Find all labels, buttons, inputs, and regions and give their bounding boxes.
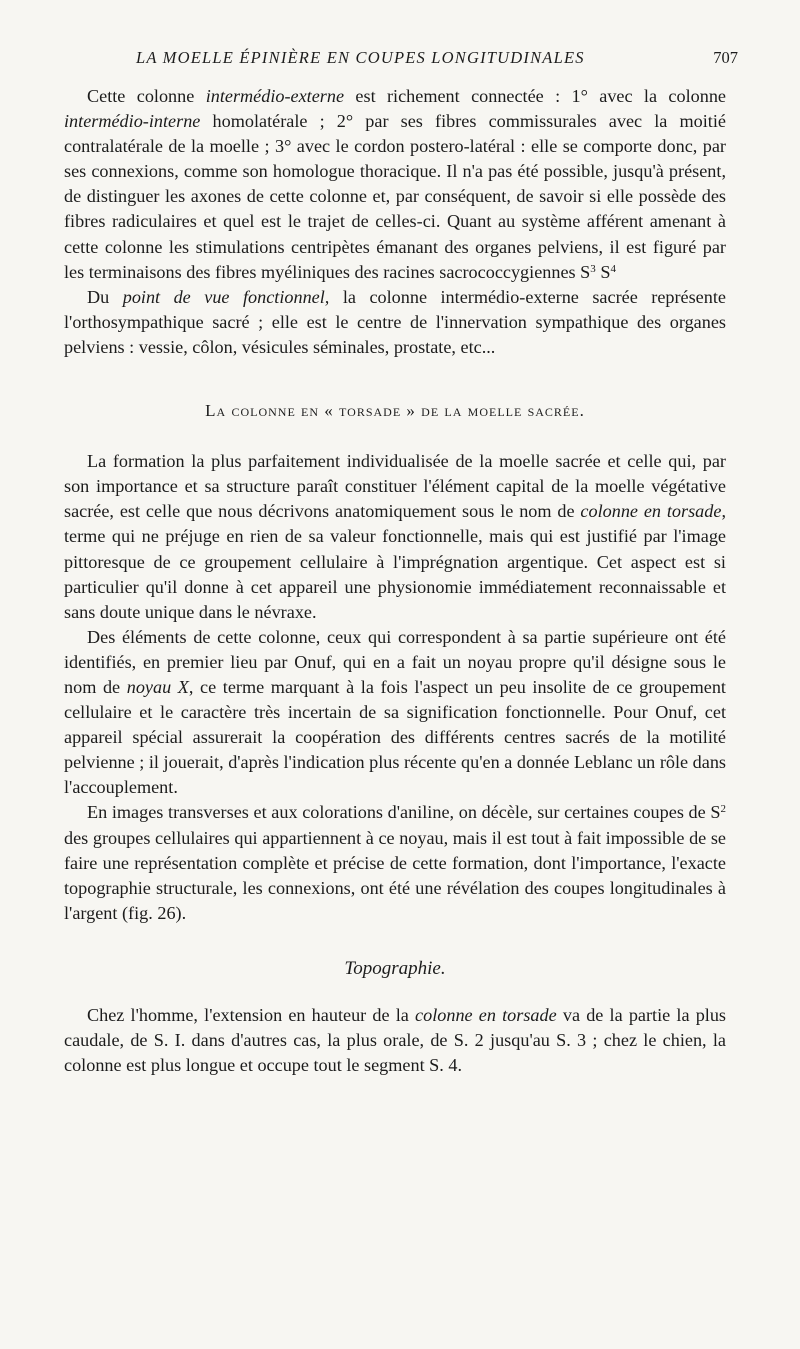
- paragraph-3: [64, 449, 726, 625]
- italic-term: noyau X: [126, 676, 189, 697]
- running-head: [64, 48, 738, 74]
- subsection-heading: Topographie.: [344, 957, 446, 979]
- text-run: En images transverses et aux colorations d'aniline, on décèle, sur certaines coupes de S: [87, 802, 721, 823]
- italic-term: intermédio-interne: [64, 111, 201, 132]
- paragraph-5: [64, 800, 726, 925]
- body-text: [64, 84, 726, 1078]
- section-heading: La colonne en « torsade » de la moelle sacrée.: [205, 401, 585, 421]
- paragraph-4: [64, 625, 726, 801]
- text-run: homolatérale ; 2° par ses fibres commissurales avec la moitié contralatérale de la moelle ; 3° avec le cordon postero-latéral : elle se comporte donc, par ses connexions, comme son homologue thoracique. Il n'a pas été possible, jusqu'à présent, de distinguer les axones de cette colonne et, par conséquent, de savoir si elle possède des fibres radiculaires et quel est le trajet de celles-ci. Quant au système afférent amenant à cette colonne les stimulations centripètes émanant des organes pelviens, il est figuré par les terminaisons des fibres myéliniques des racines sacrococcygiennes S: [64, 111, 726, 282]
- italic-term: colonne en torsade: [415, 1005, 557, 1025]
- text-run: des groupes cellulaires qui appartiennent à ce noyau, mais il est tout à fait impossible de se faire une représentation complète et précise de cette formation, dont l'importance, l'exacte topographie structurale, les connexions, ont été une révélation des coupes longitudinales à l'argent (fig. 26).: [64, 827, 726, 923]
- superscript: 2: [720, 803, 726, 816]
- text-run: Chez l'homme, l'extension en hauteur de la: [87, 1005, 416, 1025]
- text-run: la colonne intermédio-externe sacrée représente l'orthosympathique sacré ; elle est le centre de l'innervation sympathique des organes pelviens : vessie, côlon, vésicules séminales, prostate, etc...: [64, 286, 726, 357]
- text-run: est richement connectée : 1° avec la colonne: [344, 86, 726, 106]
- italic-term: point de vue fonctionnel,: [122, 286, 330, 307]
- paragraph-2: [64, 285, 726, 360]
- superscript: 4: [610, 262, 616, 275]
- text-run: va de la partie la plus caudale, de S. I. dans d'autres cas, la plus orale, de S. 2 jusqu'au S. 3 ; chez le chien, la colonne est plus longue et occupe tout le segment S. 4.: [64, 1005, 727, 1076]
- italic-term: colonne en torsade: [580, 501, 722, 522]
- page-number: 707: [713, 48, 738, 67]
- text-run: Des éléments de cette colonne, ceux qui correspondent à sa partie supérieure ont été identifiés, en premier lieu par Onuf, qui en a fait un noyau propre qu'il désigne sous le nom de: [64, 626, 726, 697]
- text-run: Du: [87, 286, 123, 307]
- text-run: La formation la plus parfaitement individualisée de la moelle sacrée et celle qui, par son importance et sa structure paraît constituer l'élément capital de la moelle végétative sacrée, est celle que nous décrivons anatomiquement sous le nom de: [64, 451, 726, 522]
- paragraph-1: [64, 84, 726, 285]
- italic-term: intermédio-externe: [205, 86, 345, 106]
- text-run: , terme qui ne préjuge en rien de sa valeur fonctionnelle, mais qui est justifié par l'image pittoresque de ce groupement cellulaire à l'imprégnation argentique. Cet aspect est si particulier qu'il donne à cet appareil une physionomie immédiatement reconnaissable et sans doute unique dans le névraxe.: [64, 501, 726, 622]
- superscript: 3: [590, 262, 596, 275]
- text-run: Cette colonne: [87, 86, 206, 106]
- text-run: S: [595, 261, 611, 282]
- paragraph-6: [64, 1003, 726, 1078]
- running-head-title: LA MOELLE ÉPINIÈRE EN COUPES LONGITUDINALES: [136, 48, 585, 67]
- text-run: , ce terme marquant à la fois l'aspect un peu insolite de ce groupement cellulaire et le caractère très incertain de sa signification fonctionnelle. Pour Onuf, cet appareil spécial assurerait la coopération des différents centres sacrés de la motilité pelvienne ; il jouerait, d'après l'indication plus récente qu'en a donnée Leblanc un rôle dans l'accouplement.: [64, 676, 726, 798]
